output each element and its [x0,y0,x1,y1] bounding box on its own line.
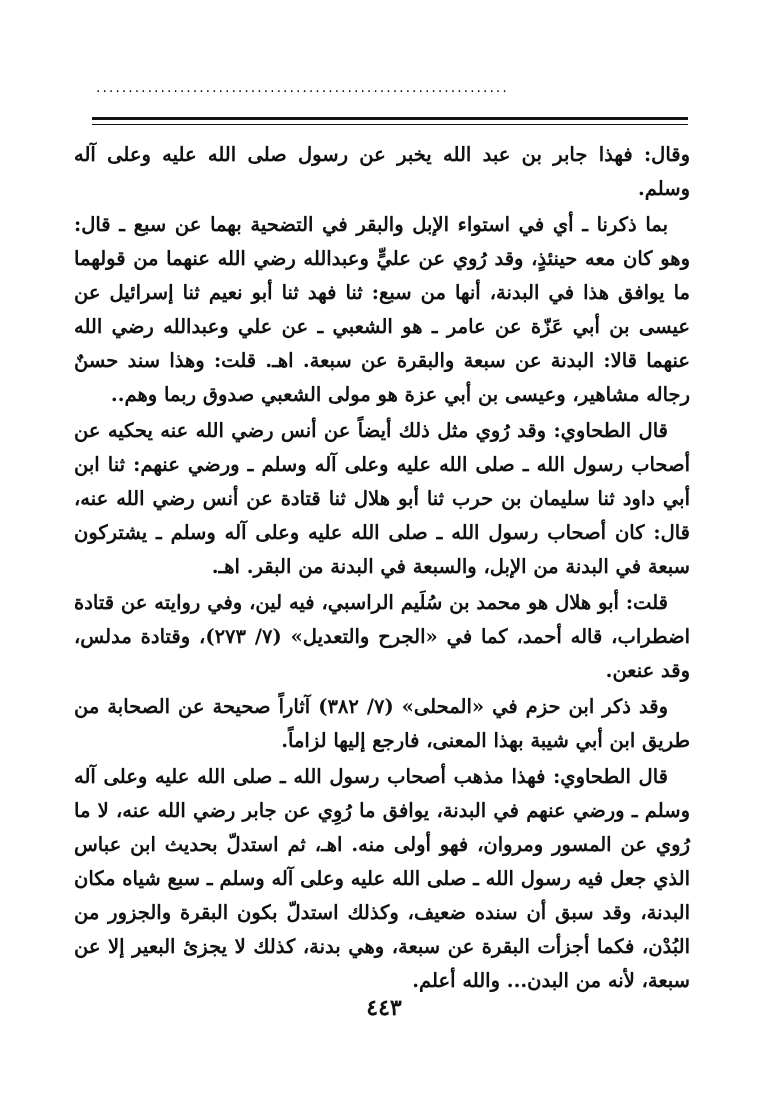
header-dotted-line: ................................................................ [96,80,509,96]
paragraph-1: وقال: فهذا جابر بن عبد الله يخبر عن رسول صلى الله عليه وعلى آله وسلم. [74,143,690,200]
header-rule-thick [92,117,688,120]
header-rule-thin [92,124,688,125]
paragraph-3: قال الطحاوي: وقد رُوي مثل ذلك أيضاً عن أنس رضي الله عنه يحكيه عن أصحاب رسول الله ـ صلى الله عليه وعلى آله وسلم ـ ورضي عنهم: ثنا ابن أبي داود ثنا سليمان بن حرب ثنا أبو هلال ثنا قتادة عن أنس رضي الله عنه، قال: كان أصحاب رسول الله ـ صلى الله عليه وعلى آله وسلم ـ يشتركون سبعة في البدنة من الإبل، والسبعة في البدنة من البقر. اهـ. [74,419,690,578]
paragraph-4: قلت: أبو هلال هو محمد بن سُلَيم الراسبي، فيه لين، وفي روايته عن قتادة اضطراب، قاله أحمد، كما في «الجرح والتعديل» (٧/ ٢٧٣)، وقتادة مدلس، وقد عنعن. [74,591,690,682]
paragraph-5: وقد ذكر ابن حزم في «المحلى» (٧/ ٣٨٢) آثاراً صحيحة عن الصحابة من طريق ابن أبي شيبة بهذا المعنى، فارجع إليها لزاماً. [74,695,690,752]
paragraph-2: بما ذكرنا ـ أي في استواء الإبل والبقر في التضحية بهما عن سبع ـ قال: وهو كان معه حينئذٍ، وقد رُوي عن عليٍّ وعبدالله رضي الله عنهما من قولهما ما يوافق هذا في البدنة، أنها من سبع: ثنا فهد ثنا أبو نعيم ثنا إسرائيل عن عيسى بن أبي عَزّة عن عامر ـ هو الشعبي ـ عن علي وعبدالله رضي الله عنهما قالا: البدنة عن سبعة والبقرة عن سبعة. اهـ. قلت: وهذا سند حسنٌ رجاله مشاهير، وعيسى بن أبي عزة هو مولى الشعبي صدوق ربما وهم.. [74,213,690,406]
page-number: ٤٤٣ [366,995,402,1021]
paragraph-6: قال الطحاوي: فهذا مذهب أصحاب رسول الله ـ صلى الله عليه وعلى آله وسلم ـ ورضي عنهم في البدنة، يوافق ما رُوِي عن جابر رضي الله عنه، لا ما رُوي عن المسور ومروان، فهو أولى منه. اهـ، ثم استدلّ بحديث ابن عباس الذي جعل فيه رسول الله ـ صلى الله عليه وعلى آله وسلم ـ سبع شياه مكان البدنة، وقد سبق أن سنده ضعيف، وكذلك استدلّ بكون البقرة والجزور من البُدْن، فكما أجزأت البقرة عن سبعة، وهي بدنة، كذلك لا يجزئ البعير إلا عن سبعة، لأنه من البدن... والله أعلم. [74,765,690,992]
page-body [74,138,690,1000]
